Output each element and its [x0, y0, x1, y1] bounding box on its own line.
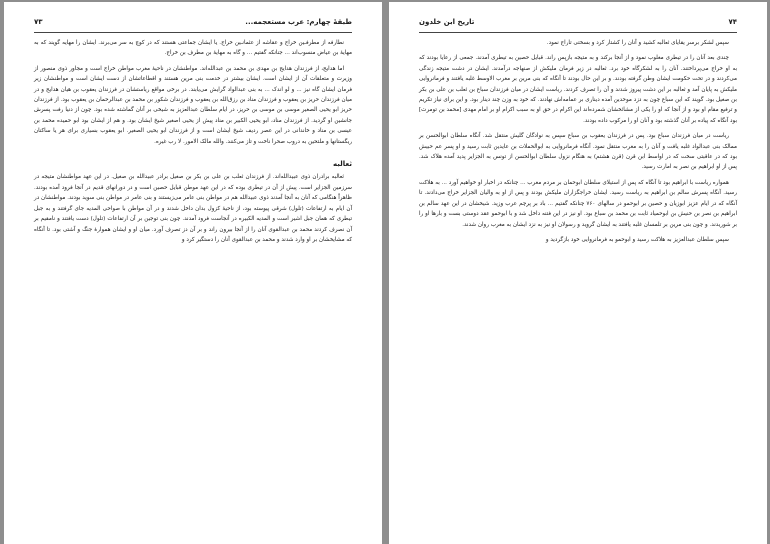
paragraph: سپس لشکر برسر یقایای ثعالبه کشید و آنان را کشتار کرد و بسختی تاراج نمود. — [546, 40, 729, 46]
page-header — [34, 18, 352, 30]
paragraph: چندی بعد آنان را در تیطری مغلوب نمود و از آنجا برکند و به متیجه بازپس راند. قبایل حصین به تیطری آمدند. جمعی از رعایا بودند که به او خراج می‌پرداختند. آنان را به لشکرگاه خود برد. ثعالبه در زیر فرمان ملیکش از صنهاجه درآمدند. ایشان در دشت متیجه زندگی می‌کردند و در تحت حکومت ایشان وطن گرفته بودند. و بر این حال بودند تا آنگاه که بنی مرین بر مغرب الاوسط غلبه یافتند و فرمانروایی ملیکش به پایان آمد و ثعالبه بر این دشت پیروز شدند و آن را تصرف کردند. ریاست ایشان در میان فرزندان سباع بن ثعلب بن علی بن بکر بن صغیل بود. گویند که این سباع چون به دزد موحدین آمده دیناری بر عمامه‌اش نهادند. که خود به وزن چند دینار بود. و این برای نیاز تکریم و ترفیع مقام او بود و از آنجا که او را یکی از مشائخشان شمرده‌اند این اکرام در حق او به سبب اکرام او بر امام مهدی [محمد بن تومرت] بود آنگاه که پیاده بر آنان گذشته بود و آنان او را مرکوب داده بودند. — [419, 55, 737, 124]
page-header — [419, 18, 737, 30]
paragraph: سپس سلطان عبدالعزیز به هلاکت رسید و ابوحمو به فرمانروایی خود بازگردید و — [545, 236, 729, 243]
running-title: طبقهٔ چهارم: عرب مستعجمه... — [245, 18, 352, 26]
section-title: ثعالبه — [333, 160, 352, 169]
header-rule — [34, 32, 352, 33]
left-page — [4, 2, 382, 544]
paragraph: همواره ریاست با ابراهیم بود تا آنگاه که پس از استیلای سلطان ابوحمان بر مردم مغرب ... چنانکه در اخبار او خواهیم آورد ... به هلاکت رسید. آنگاه پسرش سالم بن ابراهیم به ریاست رسید. ایشان خراجگزاران ملیکش بودند و پس از او به والیان الجزایر خراج می‌دادند. تا آنگاه که در ایام عزیز ابوزیان و حصین بر ابوحمو در سالهای ۷۶۰ چنانکه گفتیم ... باد بر پرچم عرب وزید. شیخشان در این عهد سالم بن ابراهیم بن نصر بن حنیش بن ابوحمیاد ثابت بن محمد بن سباع بود. او نیز در این فتنه داخل شد و با ابوحمو عقد دوستی بست و بارها او را بر شوریدند. و چون بنی مرین بر تلمسان غلبه یافتند به ایشان گروید و رسولان او نیز به نزد ایشان به مغرب روان شدند. — [419, 179, 737, 228]
page-body — [419, 38, 737, 524]
header-rule — [419, 32, 737, 33]
page-number: ۷۴ — [728, 18, 737, 26]
paragraph: نطارفه از مطرفـین خراج و عقاشه از عثمانـین خراج. یا ایشان جماعتی هستند که در کوچ به سر می‌برند. ایشان را مهایه گویند که به مهایهٔ بن عیاض منسوب‌اند ... جنانکه گفتیم ... و گاه به مهایهٔ بن مطرف بن خراج. — [34, 40, 352, 57]
paragraph: ریاست در میان فرزندان سباع بود. پس در فرزندان یعقوب بن سباع سپس به نوادگان گلیش منتقل شد. آنگاه سلطان ابوالحسن بر ممالک بنی عبدالواد غلبه یافت و آنان را به مغرب منتقل نمود. آنگاه فرمانروایی به ابوالحملات بن عایدین ثابت رسید و او پسر عم حبیش بود که در عاقبتی سخت که در اواسط ابن قرن (قرن هشتم) به هنگام نزول سلطان ابوالحسن از تونس به الجزایر پدید آمده هلاک شد. پس از او ابراهیم بن نصر به امارت رسید. — [419, 133, 737, 171]
page-body — [34, 38, 352, 524]
paragraph: ثعالبه برادران ذوی عبیدالله‌اند. از فرزندان ثعلب بن علی بن بکر بن صغیل برادر عبیدالله بن صغیل. در این عهد مواطنشان متیجه در سرزمین الجزایر است. پیش از آن در تیطری بوده که در این عهد موطن قبایل حصین است و در دورانهای قدیم در آنجا فرود آمده بودند. ظاهراً هنگامی که آنان به آنجا آمدند ذوی عبیدالله هم در مواطن بنی عامر می‌زیستند و بنی عامر در مواطن بنی سوید بودند. مواطنشان در آن ایام به ارتفاعات (تلول) شرقی پیوسته بود، از ناحیهٔ کزول بدان داخل شدند و در آن مواطن با صواحی المدیه جای گرفتند و به جبل تیطری که همان جبل اشیر است و المدیه الکبیره در آنجاست فرود آمدند. چون بنی توجین بر آن ارتفاعات (تلول) دست یافتند و نامقیم بر آن نصرف کردند محمد بن عبدالقوی آنان را از آنجا بیرون راند و بر آن دز تصرف آورد. میان او و ایشان هموارهٔ جنگ و آشتی بود. تا آنگاه که مشایخشان بر او وارد شدند و محمد بن عبدالقوی آنان را دستگیر کرد و — [34, 174, 352, 243]
right-page — [389, 2, 767, 544]
running-title: تاریخ ابن خلدون — [419, 18, 475, 26]
paragraph: اما هدایج، از فرزندان هدایج بن مهدی بن محمد بن عبدالله‌اند. مواطنشان در ناحیهٔ مغرب مواطن خراج است و مجاور ذوی منصور از وزیرت و متعلقات آن از ایشان است. ایشان بیشتر در خدمت بنی مرین هستند و اقطاعاتشان از دست ایشان است و مواطنشان زیر فرمان ایشان گاه نیز ... و لو اندک ... به بنی عبدالواد گرایش می‌یابند. در برخی مواقع ریاستشان در فرزندان یعقوب بن هیان هدایج و در میان فرزندان حریز بن یعقوب و فرزندان مناد بن رزق‌الله بن یعقوب و فرزندان شکور بن محمد بن عبدالرحمان بن یعقوب بود. از فرزندان حریز ابو یحیی الصغیر موسی بن موسی بن حریز، در ایام سلطان عبدالعزیز به شیخی بر آنان گماشته شده بود. چون از دنیا رفت پسرش جانشین او گردید. از فرزندان مناد، ابو یحیی الکبیر بن مناد پیش از یحیی اصغیر شیخ ایشان بود. و هم از ایشان بود ابو حمیده محمد بن عیسی بن مناد و خاندانی در این عصر ردیف شیخ ایشان است و از فرزندان ابو یحیی الصغیر. ابو یعقوب بسیاری برای هر یا ساکنان ریگستانها و ملتحین به دروب صحرا ناخت و تاز می‌کنند. والله مالک الامور. لا رب غیره. — [34, 65, 352, 145]
page-number: ۷۳ — [34, 18, 43, 26]
